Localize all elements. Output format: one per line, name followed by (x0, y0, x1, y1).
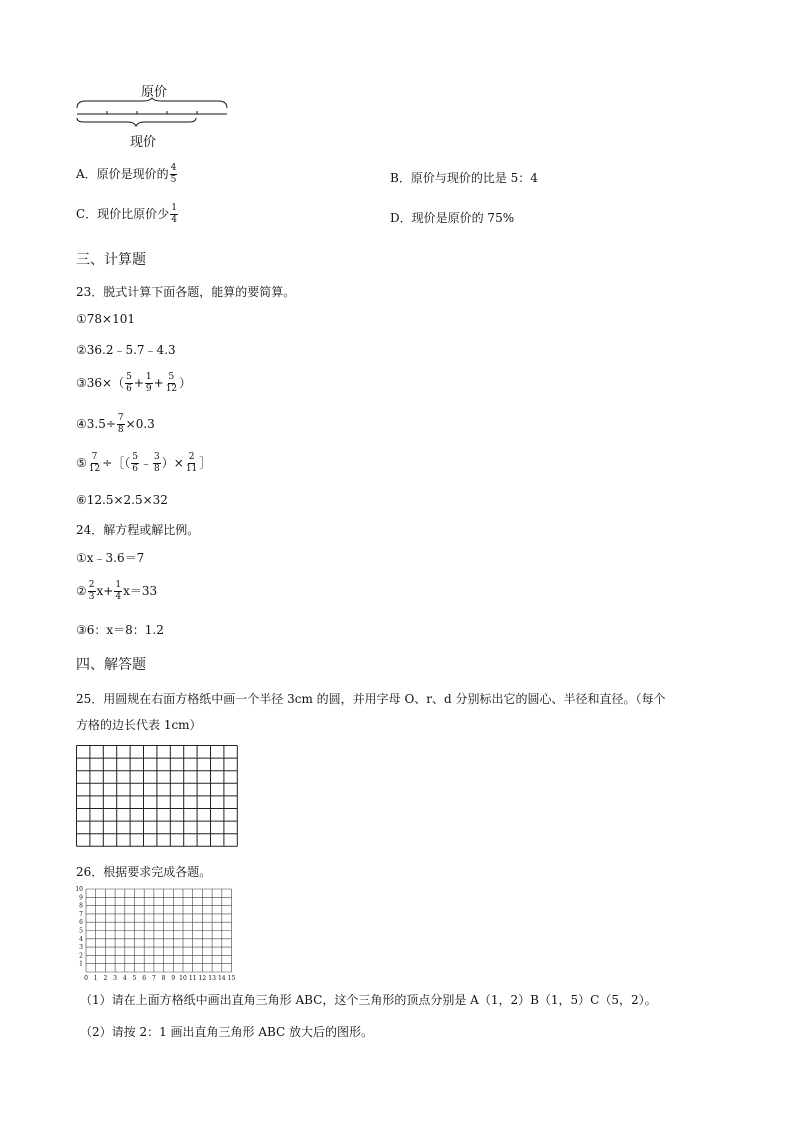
q23-item-5: ⑤ $\frac{7}{12}$ ÷［（ $\frac{5}{6}$ ﹣ $\frac{3}{8}$ ）× $\frac{2}{11}$ ］ (76, 452, 212, 474)
option-b: B．原价与现价的比是 5：4 (390, 171, 538, 185)
q24-item-1: ①x﹣3.6＝7 (76, 551, 145, 565)
y-tick-label: 7 (79, 910, 83, 918)
q24-item-3: ③6：x＝8：1.2 (76, 623, 164, 637)
section-4-title: 四、解答题 (76, 657, 146, 673)
fraction: $\frac{4}{5}$ (170, 163, 177, 185)
diagram-bottom-label: 现价 (130, 135, 157, 150)
y-tick-label: 1 (79, 960, 83, 968)
x-tick-label: 6 (142, 975, 147, 982)
x-tick-label: 10 (179, 975, 187, 982)
price-diagram (76, 98, 228, 128)
q26-coordinate-grid (70, 884, 250, 984)
x-tick-label: 0 (84, 975, 88, 982)
option-d: D．现价是原价的 75% (390, 211, 515, 225)
q23-item-6: ⑥12.5×2.5×32 (76, 493, 168, 507)
y-tick-label: 9 (79, 894, 83, 902)
y-tick-label: 10 (75, 886, 83, 893)
x-tick-label: 1 (93, 975, 98, 982)
x-tick-label: 14 (217, 975, 226, 982)
q26-part-1: （1）请在上面方格纸中画出直角三角形 ABC，这个三角形的顶点分别是 A（1，2）B（1，5）C（5，2）。 (80, 993, 657, 1007)
x-tick-label: 13 (208, 975, 216, 982)
q23-item-2: ②36.2﹣5.7﹣4.3 (76, 343, 176, 357)
fraction: $\frac{1}{4}$ (171, 203, 177, 225)
x-tick-label: 11 (188, 975, 197, 982)
x-tick-label: 3 (113, 975, 118, 982)
x-tick-label: 4 (122, 975, 127, 982)
x-tick-label: 5 (132, 975, 137, 982)
option-a: A．原价是现价的 $\frac{4}{5}$ (76, 163, 177, 185)
y-tick-label: 8 (79, 902, 83, 910)
q23-item-1: ①78×101 (76, 312, 135, 326)
y-tick-label: 6 (79, 919, 83, 927)
x-tick-label: 7 (151, 975, 156, 982)
x-tick-label: 8 (161, 975, 166, 982)
q23-prompt: 23．脱式计算下面各题，能算的要简算。 (76, 285, 296, 299)
y-tick-label: 4 (79, 935, 83, 943)
q23-item-4: ④3.5÷ $\frac{7}{8}$ ×0.3 (76, 413, 155, 435)
y-tick-label: 5 (79, 927, 83, 935)
x-tick-label: 2 (103, 975, 108, 982)
q23-item-3: ③36×（ $\frac{5}{6}$ + $\frac{1}{9}$ + $\frac{5}{12}$ ） (76, 372, 192, 394)
q26-prompt: 26．根据要求完成各题。 (76, 865, 212, 879)
q25-line-1: 25．用圆规在右面方格纸中画一个半径 3cm 的圆，并用字母 O、r、d 分别标出它的圆心、半径和直径。（每个 (76, 692, 666, 706)
q24-prompt: 24．解方程或解比例。 (76, 523, 200, 537)
q24-item-2: ② $\frac{2}{3}$ x+ $\frac{1}{4}$ x＝33 (76, 580, 158, 602)
section-3-title: 三、计算题 (76, 252, 146, 268)
x-tick-label: 15 (227, 975, 236, 982)
y-tick-label: 2 (79, 952, 83, 960)
x-tick-label: 12 (198, 975, 207, 982)
diagram-top-label: 原价 (141, 85, 168, 100)
option-c: C．现价比原价少 $\frac{1}{4}$ (76, 203, 177, 225)
y-tick-label: 3 (79, 944, 83, 952)
q25-grid (76, 745, 238, 847)
q25-line-2: 方格的边长代表 1cm） (76, 718, 202, 732)
x-tick-label: 9 (171, 975, 176, 982)
q26-part-2: （2）请按 2：1 画出直角三角形 ABC 放大后的图形。 (80, 1025, 374, 1039)
